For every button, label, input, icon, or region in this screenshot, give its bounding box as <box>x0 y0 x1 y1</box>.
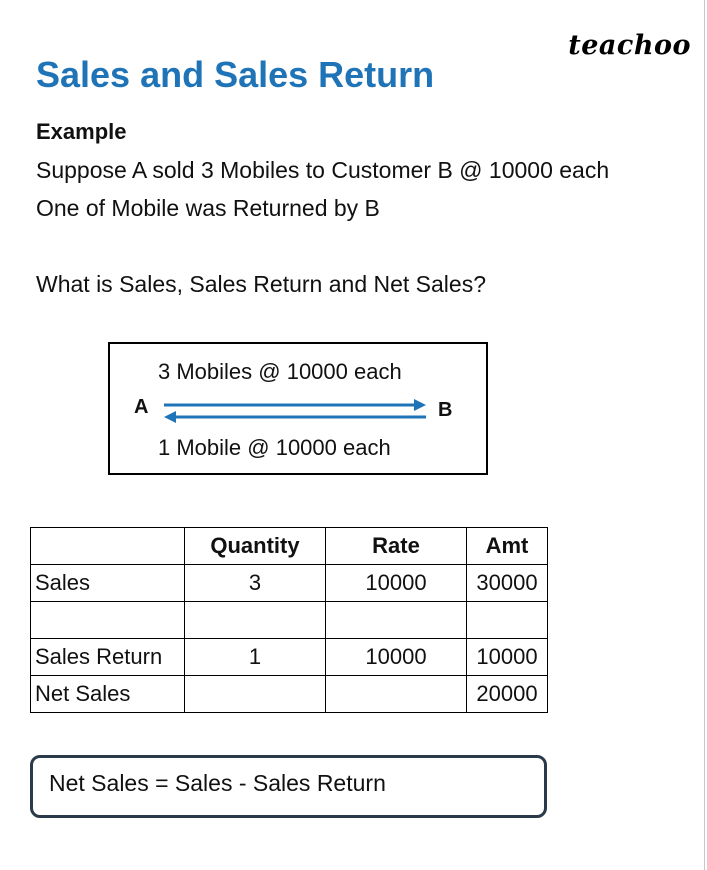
transaction-arrows <box>160 396 430 426</box>
rate-cell: 10000 <box>326 639 467 676</box>
rate-cell <box>326 676 467 713</box>
example-statement-2: One of Mobile was Returned by B <box>36 195 380 221</box>
rate-cell <box>326 602 467 639</box>
table-header-row <box>31 528 548 565</box>
amount-cell: 30000 <box>467 565 548 602</box>
page-title: Sales and Sales Return <box>36 54 435 95</box>
transaction-diagram <box>108 342 488 475</box>
sales-table <box>30 527 548 713</box>
page-edge <box>704 0 705 870</box>
header-blank <box>31 528 185 565</box>
quantity-cell <box>185 602 326 639</box>
party-a-label: A <box>134 396 149 418</box>
table-row <box>31 602 548 639</box>
quantity-cell <box>185 676 326 713</box>
table-row <box>31 676 548 713</box>
row-label <box>31 602 185 639</box>
example-statement-1: Suppose A sold 3 Mobiles to Customer B @ 10000 each <box>36 157 610 183</box>
party-b-label: B <box>438 399 453 421</box>
row-label: Sales Return <box>31 639 185 676</box>
amount-cell <box>467 602 548 639</box>
net-sales-formula: Net Sales = Sales - Sales Return <box>49 770 386 796</box>
quantity-cell: 1 <box>185 639 326 676</box>
return-label: 1 Mobile @ 10000 each <box>158 435 391 460</box>
header-amt: Amt <box>467 528 548 565</box>
example-label: Example <box>36 119 127 144</box>
amount-cell: 20000 <box>467 676 548 713</box>
quantity-cell: 3 <box>185 565 326 602</box>
table-row <box>31 639 548 676</box>
amount-cell: 10000 <box>467 639 548 676</box>
sale-label: 3 Mobiles @ 10000 each <box>158 359 402 384</box>
table-row <box>31 565 548 602</box>
header-quantity: Quantity <box>185 528 326 565</box>
example-question: What is Sales, Sales Return and Net Sales? <box>36 271 487 297</box>
teachoo-logo: teachoo <box>568 30 691 61</box>
sale-arrow-head <box>414 399 426 411</box>
return-arrow-head <box>164 411 176 423</box>
header-rate: Rate <box>326 528 467 565</box>
row-label: Sales <box>31 565 185 602</box>
rate-cell: 10000 <box>326 565 467 602</box>
net-sales-formula-box <box>30 755 547 818</box>
row-label: Net Sales <box>31 676 185 713</box>
